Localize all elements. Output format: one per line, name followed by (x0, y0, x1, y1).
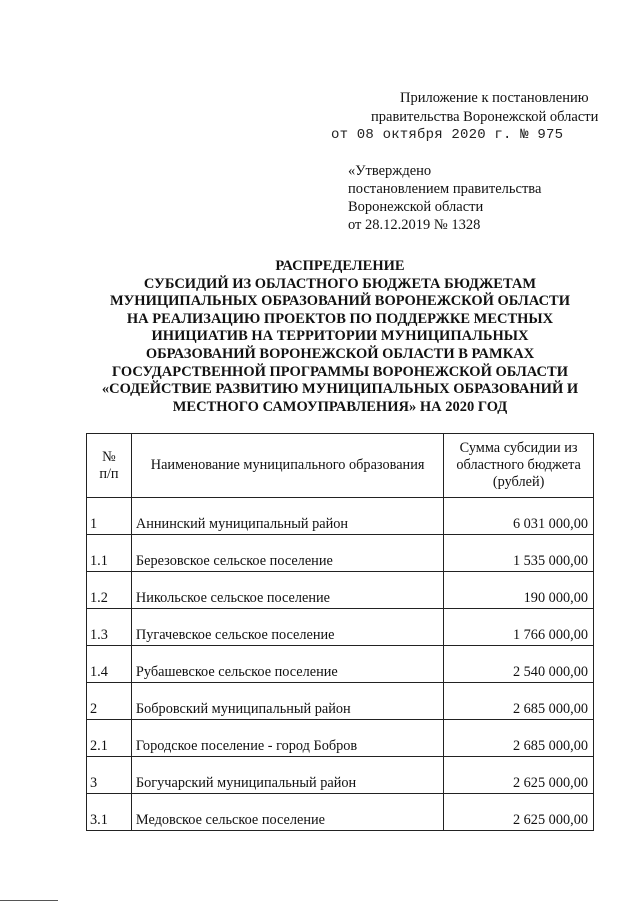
title-line: РАСПРЕДЕЛЕНИЕ (275, 258, 405, 274)
approved-line-2: постановлением правительства (348, 181, 542, 197)
header-num-line-1: № (102, 448, 116, 465)
table-row (87, 757, 594, 794)
row-sum: 1 766 000,00 (444, 609, 594, 646)
title-line: МУНИЦИПАЛЬНЫХ ОБРАЗОВАНИЙ ВОРОНЕЖСКОЙ ОБЛАСТИ (109, 293, 570, 310)
title-line: МЕСТНОГО САМОУПРАВЛЕНИЯ» НА 2020 ГОД (172, 398, 508, 415)
appendix-line-2: правительства Воронежской области (371, 109, 599, 125)
subsidy-table (86, 433, 594, 831)
row-sum: 190 000,00 (444, 572, 594, 609)
approved-line-4: от 28.12.2019 № 1328 (348, 217, 481, 233)
row-number: 3.1 (87, 794, 132, 831)
title-line: ИНИЦИАТИВ НА ТЕРРИТОРИИ МУНИЦИПАЛЬНЫХ (151, 328, 529, 345)
header-sum-line-3: (рублей) (492, 474, 545, 490)
appendix-line-1: Приложение к постановлению (400, 90, 589, 106)
row-name: Аннинский муниципальный район (131, 498, 443, 535)
header-sum-line-1: Сумма субсидии из (459, 440, 578, 456)
row-name: Березовское сельское поселение (131, 535, 443, 572)
row-name: Никольское сельское поселение (131, 572, 443, 609)
row-name: Рубашевское сельское поселение (131, 646, 443, 683)
title-line: ГОСУДАРСТВЕННОЙ ПРОГРАММЫ ВОРОНЕЖСКОЙ ОБЛАСТИ (112, 363, 568, 380)
row-number: 3 (87, 757, 132, 794)
row-number: 1.4 (87, 646, 132, 683)
row-sum: 2 685 000,00 (444, 720, 594, 757)
row-sum: 2 540 000,00 (444, 646, 594, 683)
row-number: 1.1 (87, 535, 132, 572)
decree-reference: от 08 октября 2020 г. № 975 (331, 127, 564, 143)
row-name: Пугачевское сельское поселение (131, 609, 443, 646)
footer-divider (0, 900, 58, 901)
header-sum (444, 434, 594, 498)
row-name: Бобровский муниципальный район (131, 683, 443, 720)
row-number: 2 (87, 683, 132, 720)
row-sum: 6 031 000,00 (444, 498, 594, 535)
row-number: 1.2 (87, 572, 132, 609)
table-row (87, 794, 594, 831)
row-sum: 2 625 000,00 (444, 794, 594, 831)
row-name: Богучарский муниципальный район (131, 757, 443, 794)
row-name: Медовское сельское поселение (131, 794, 443, 831)
title-line: НА РЕАЛИЗАЦИЮ ПРОЕКТОВ ПО ПОДДЕРЖКЕ МЕСТНЫХ (126, 310, 554, 327)
title-line: ОБРАЗОВАНИЙ ВОРОНЕЖСКОЙ ОБЛАСТИ В РАМКАХ (145, 345, 535, 362)
approved-line-3: Воронежской области (348, 199, 484, 215)
approved-line-1: «Утверждено (348, 163, 432, 179)
table-header-row (87, 434, 594, 498)
table-row (87, 572, 594, 609)
header-name: Наименование муниципального образования (131, 434, 443, 498)
row-sum: 2 625 000,00 (444, 757, 594, 794)
table-row (87, 535, 594, 572)
table-row (87, 720, 594, 757)
row-sum: 1 535 000,00 (444, 535, 594, 572)
header-num (87, 434, 132, 498)
row-sum: 2 685 000,00 (444, 683, 594, 720)
table-row (87, 609, 594, 646)
row-number: 1 (87, 498, 132, 535)
row-number: 2.1 (87, 720, 132, 757)
table-row (87, 646, 594, 683)
title-line: «СОДЕЙСТВИЕ РАЗВИТИЮ МУНИЦИПАЛЬНЫХ ОБРАЗОВАНИЙ И (101, 381, 579, 398)
header-sum-line-2: областного бюджета (456, 457, 581, 473)
document-title (80, 258, 600, 416)
header-num-line-2: п/п (99, 465, 119, 482)
table-row (87, 498, 594, 535)
table-row (87, 683, 594, 720)
row-name: Городское поселение - город Бобров (131, 720, 443, 757)
row-number: 1.3 (87, 609, 132, 646)
title-line: СУБСИДИЙ ИЗ ОБЛАСТНОГО БЮДЖЕТА БЮДЖЕТАМ (143, 275, 537, 292)
